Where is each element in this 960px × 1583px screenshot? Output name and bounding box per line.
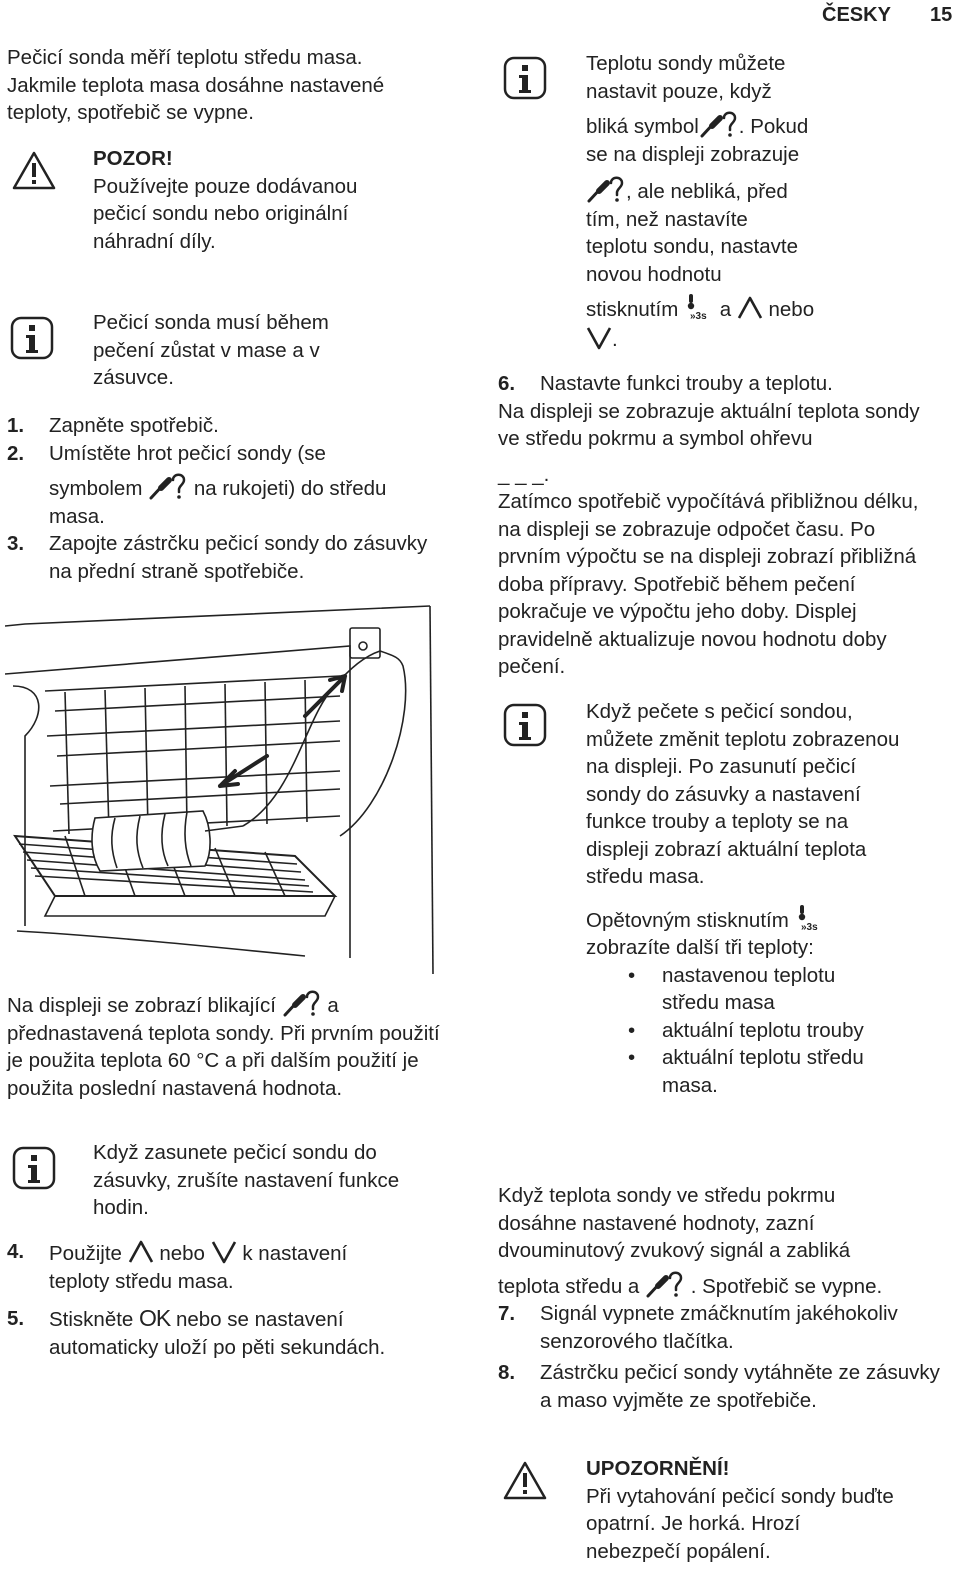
info-icon: [503, 703, 547, 747]
probe-icon: [645, 1269, 685, 1299]
info-icon: [503, 56, 547, 100]
three-second-icon: [684, 294, 714, 322]
up-arrow-icon: [128, 1238, 154, 1266]
step-7: 7. Signál vypnete zmáčknutím jakéhokoliv senzorového tlačítka.: [498, 1302, 898, 1353]
info-block-4: Když pečete s pečicí sondou, můžete změnit teplotu zobrazenou na displeji. Po zasunutí pečicí sondy do zásuvky a nastavení funkce trouby a teploty se na displeji zobrazí aktuální teplota středu masa. Opětovným stisknutím zobrazíte další tři teploty: • nastavenou teplotu středu masa • aktuální teplotu trouby • aktuální teplotu středu masa.: [586, 698, 906, 1099]
step-5-cont: automaticky uloží po pěti sekundách.: [49, 1335, 386, 1359]
list-item: • nastavenou teplotu středu masa: [628, 962, 882, 1017]
info-text-3: Teplotu sondy můžete nastavit pouze, když bliká symbol . Pokud se na displeji zobrazuje , ale nebliká, před tím, než nastavíte teplotu sondu, nastavte novou hodnotu stisknutím a nebo .: [586, 52, 815, 351]
probe-icon: [282, 988, 322, 1018]
step-4: 4. Použijte nebo k nastavení: [7, 1240, 348, 1265]
paragraph-probe-temp: Na displeji se zobrazuje aktuální teplota sondy ve středu pokrmu a symbol ohřevu: [498, 399, 920, 450]
list-item: • aktuální teplotu středu masa.: [628, 1044, 882, 1099]
temperature-list: [628, 962, 906, 1100]
caution-text: Při vytahování pečicí sondy buďte opatrní. Je horká. Hrozí nebezpečí popálení.: [586, 1484, 894, 1563]
steps-1-3: [7, 412, 447, 585]
step-2-cont: symbolem na rukojeti) do středu masa.: [7, 471, 447, 530]
display-text: přednastavená teplota sondy. Při prvním použití je použita teplota 60 °C a při dalším použití je použita poslední nastavená hodnota.: [7, 1021, 440, 1100]
down-arrow-icon: [586, 324, 612, 352]
info-text-1: Pečicí sonda musí během pečení zůstat v mase a v zásuvce.: [93, 311, 329, 389]
warning-title: POZOR!: [93, 147, 173, 170]
page-number: 15: [930, 4, 953, 26]
intro-text: Pečicí sonda měří teplotu středu masa. Jakmile teplota masa dosáhne nastavené teploty, spotřebič se vypne.: [7, 46, 385, 124]
step-4-cont: teploty středu masa.: [49, 1269, 234, 1293]
step-8: 8. Zástrčku pečicí sondy vytáhněte ze zásuvky a maso vyjměte ze spotřebiče.: [498, 1361, 940, 1412]
three-second-icon: [795, 905, 825, 933]
warning-text: Používejte pouze dodávanou pečicí sondu nebo originální náhradní díly.: [93, 174, 358, 253]
list-item: • aktuální teplotu trouby: [628, 1017, 882, 1045]
probe-icon: [699, 109, 739, 139]
step-2: 2. Umístěte hrot pečicí sondy (se: [7, 441, 326, 465]
paragraph-signal: Když teplota sondy ve středu pokrmu dosáhne nastavené hodnoty, zazní dvouminutový zvukový signál a zabliká: [498, 1184, 851, 1262]
caution-title: UPOZORNĚNÍ!: [586, 1457, 730, 1480]
warning-block: [93, 145, 383, 255]
language-label: ČESKY: [822, 4, 891, 26]
display-paragraph: [7, 988, 452, 1102]
step-1: 1. Zapněte spotřebič.: [7, 414, 219, 437]
ok-icon: OK: [139, 1305, 171, 1331]
probe-icon: [586, 174, 626, 204]
heating-symbol-dashes: _ _ _.: [498, 462, 550, 486]
info-text-2: Když zasunete pečicí sondu do zásuvky, zrušíte nastavení funkce hodin.: [93, 1141, 400, 1219]
down-arrow-icon: [211, 1238, 237, 1266]
oven-probe-illustration: [5, 596, 435, 976]
step-3: 3. Zapojte zástrčku pečicí sondy do zásuvky na přední straně spotřebiče.: [7, 532, 428, 583]
paragraph-calculation: Zatímco spotřebič vypočítává přibližnou délku, na displeji se zobrazuje odpočet času. Po prvním výpočtu se na displeji zobrazí přibližná doba přípravy. Spotřebič během pečení pokračuje ve výpočtu jeho doby. Displej pravidelně aktualizuje novou hodnotu doby pečení.: [498, 490, 919, 678]
warning-icon: [12, 150, 56, 192]
up-arrow-icon: [737, 294, 763, 322]
info-text-4: Když pečete s pečicí sondou, můžete změnit teplotu zobrazenou na displeji. Po zasunutí pečicí sondy do zásuvky a nastavení funkce trouby a teploty se na displeji zobrazí aktuální teplota středu masa.: [586, 700, 900, 888]
caution-block: [586, 1455, 896, 1565]
steps-4-5: [7, 1238, 457, 1361]
display-line-1: Na displeji se zobrazí blikající a: [7, 988, 452, 1020]
step-6: 6. Nastavte funkci trouby a teplotu.: [498, 372, 833, 395]
probe-icon: [148, 471, 188, 501]
step-5: 5. Stiskněte OK nebo se nastavení: [7, 1305, 344, 1331]
right-body-2: Když teplota sondy ve středu pokrmu dosáhne nastavené hodnoty, zazní dvouminutový zvukový signál a zabliká teplota středu a . Spotřebič se vypne. 7. Signál vypnete zmáčknutím jakéhokoliv senzorového tlačítka. 8. Zástrčku pečicí sondy vytáhněte ze zásuvky a maso vyjměte ze spotřebiče.: [498, 1182, 948, 1414]
info-icon: [10, 316, 54, 360]
info-icon: [12, 1146, 56, 1190]
right-body: [498, 370, 943, 681]
warning-icon: [503, 1460, 547, 1502]
